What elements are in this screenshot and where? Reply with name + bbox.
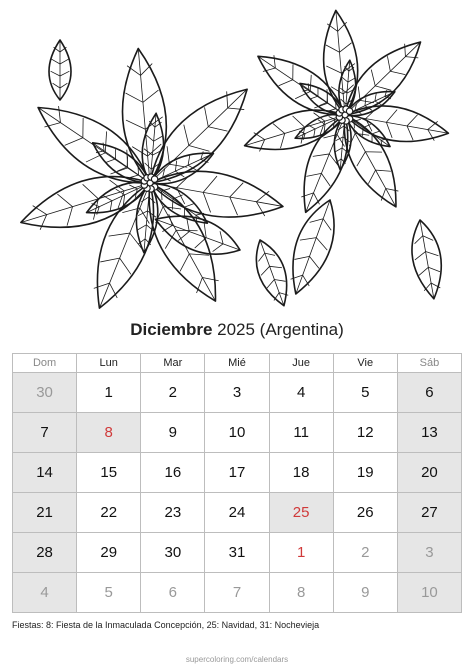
- calendar-title: [0, 320, 474, 340]
- weekday-header-row: [13, 354, 462, 373]
- weekday-header: Vie: [333, 354, 397, 373]
- flower-center-dot-icon: [151, 176, 157, 182]
- calendar-day-cell: 19: [333, 453, 397, 493]
- calendar-week-row: [13, 373, 462, 413]
- calendar-day-cell: 9: [333, 573, 397, 613]
- calendar-day-cell: 13: [397, 413, 461, 453]
- calendar-day-cell: 20: [397, 453, 461, 493]
- calendar-day-cell: 4: [13, 573, 77, 613]
- calendar-week-row: [13, 493, 462, 533]
- poinsettia-flower-right-icon: [245, 10, 449, 212]
- leaf-vein-icon: [310, 219, 332, 230]
- leaf-vein-icon: [99, 183, 150, 308]
- calendar-day-cell: 6: [141, 573, 205, 613]
- calendar-day-cell: 12: [333, 413, 397, 453]
- calendar-day-cell: 10: [397, 573, 461, 613]
- calendar-week-row: [13, 573, 462, 613]
- calendar-day-cell: 16: [141, 453, 205, 493]
- calendar-day-cell: 22: [77, 493, 141, 533]
- weekday-header: Jue: [269, 354, 333, 373]
- calendar-day-cell: 10: [205, 413, 269, 453]
- calendar-day-cell: 28: [13, 533, 77, 573]
- calendar-day-cell: 27: [397, 493, 461, 533]
- leaf-vein-icon: [306, 173, 330, 186]
- calendar-day-cell: 14: [13, 453, 77, 493]
- calendar-day-cell: 9: [141, 413, 205, 453]
- leaf-vein-icon: [420, 220, 434, 299]
- weekday-header: Dom: [13, 354, 77, 373]
- leaf-vein-icon: [213, 231, 223, 251]
- calendar-day-cell: 6: [397, 373, 461, 413]
- calendar-day-cell: 2: [141, 373, 205, 413]
- calendar-day-cell: 7: [205, 573, 269, 613]
- leaf-vein-icon: [300, 238, 327, 250]
- calendar-day-cell: 17: [205, 453, 269, 493]
- poinsettia-leaf-icon: [304, 115, 348, 212]
- calendar-day-cell: 5: [333, 373, 397, 413]
- calendar-day-cell: 8: [269, 573, 333, 613]
- calendar-day-cell: 8: [77, 413, 141, 453]
- calendar-month: Diciembre: [130, 320, 213, 339]
- poinsettia-leaves-icon: [49, 40, 441, 306]
- poinsettia-leaf-icon: [97, 183, 153, 308]
- calendar-day-cell: 21: [13, 493, 77, 533]
- leaf-vein-icon: [100, 258, 131, 274]
- weekday-header: Lun: [77, 354, 141, 373]
- calendar-day-cell: 18: [269, 453, 333, 493]
- calendar-day-cell: 30: [13, 373, 77, 413]
- calendar-day-cell: 3: [205, 373, 269, 413]
- poinsettia-leaf-icon: [256, 240, 286, 306]
- calendar-week-row: [13, 453, 462, 493]
- calendar-day-cell: 5: [77, 573, 141, 613]
- calendar-day-cell: 11: [269, 413, 333, 453]
- calendar-day-cell: 26: [333, 493, 397, 533]
- leaf-vein-icon: [295, 256, 319, 268]
- calendar-day-cell: 4: [269, 373, 333, 413]
- calendar-day-cell: 7: [13, 413, 77, 453]
- calendar-week-row: [13, 533, 462, 573]
- flower-center-dot-icon: [346, 108, 352, 114]
- calendar-day-cell: 31: [205, 533, 269, 573]
- poinsettia-leaf-icon: [21, 177, 150, 228]
- calendar-day-cell: 1: [77, 373, 141, 413]
- calendar-day-cell: 30: [141, 533, 205, 573]
- calendar-day-cell: 23: [141, 493, 205, 533]
- leaf-vein-icon: [273, 124, 285, 149]
- calendar-day-cell: 15: [77, 453, 141, 493]
- weekday-header: Mar: [141, 354, 205, 373]
- calendar-day-cell: 1: [269, 533, 333, 573]
- poinsettia-leaf-icon: [293, 200, 334, 294]
- calendar-week-row: [13, 413, 462, 453]
- holidays-note: Fiestas: 8: Fiesta de la Inmaculada Concepción, 25: Navidad, 31: Nochevieja: [12, 620, 320, 630]
- calendar-body: [13, 373, 462, 613]
- poinsettia-illustration: [0, 0, 474, 320]
- weekday-header: Sáb: [397, 354, 461, 373]
- weekday-header: Mié: [205, 354, 269, 373]
- calendar-day-cell: 29: [77, 533, 141, 573]
- calendar-day-cell: 2: [333, 533, 397, 573]
- calendar-day-cell: 24: [205, 493, 269, 533]
- leaf-vein-icon: [57, 194, 72, 226]
- calendar-day-cell: 25: [269, 493, 333, 533]
- calendar-day-cell: 3: [397, 533, 461, 573]
- calendar-grid: [12, 353, 462, 613]
- calendar-year-country: 2025 (Argentina): [217, 320, 344, 339]
- footer-credit: supercoloring.com/calendars: [185, 655, 289, 664]
